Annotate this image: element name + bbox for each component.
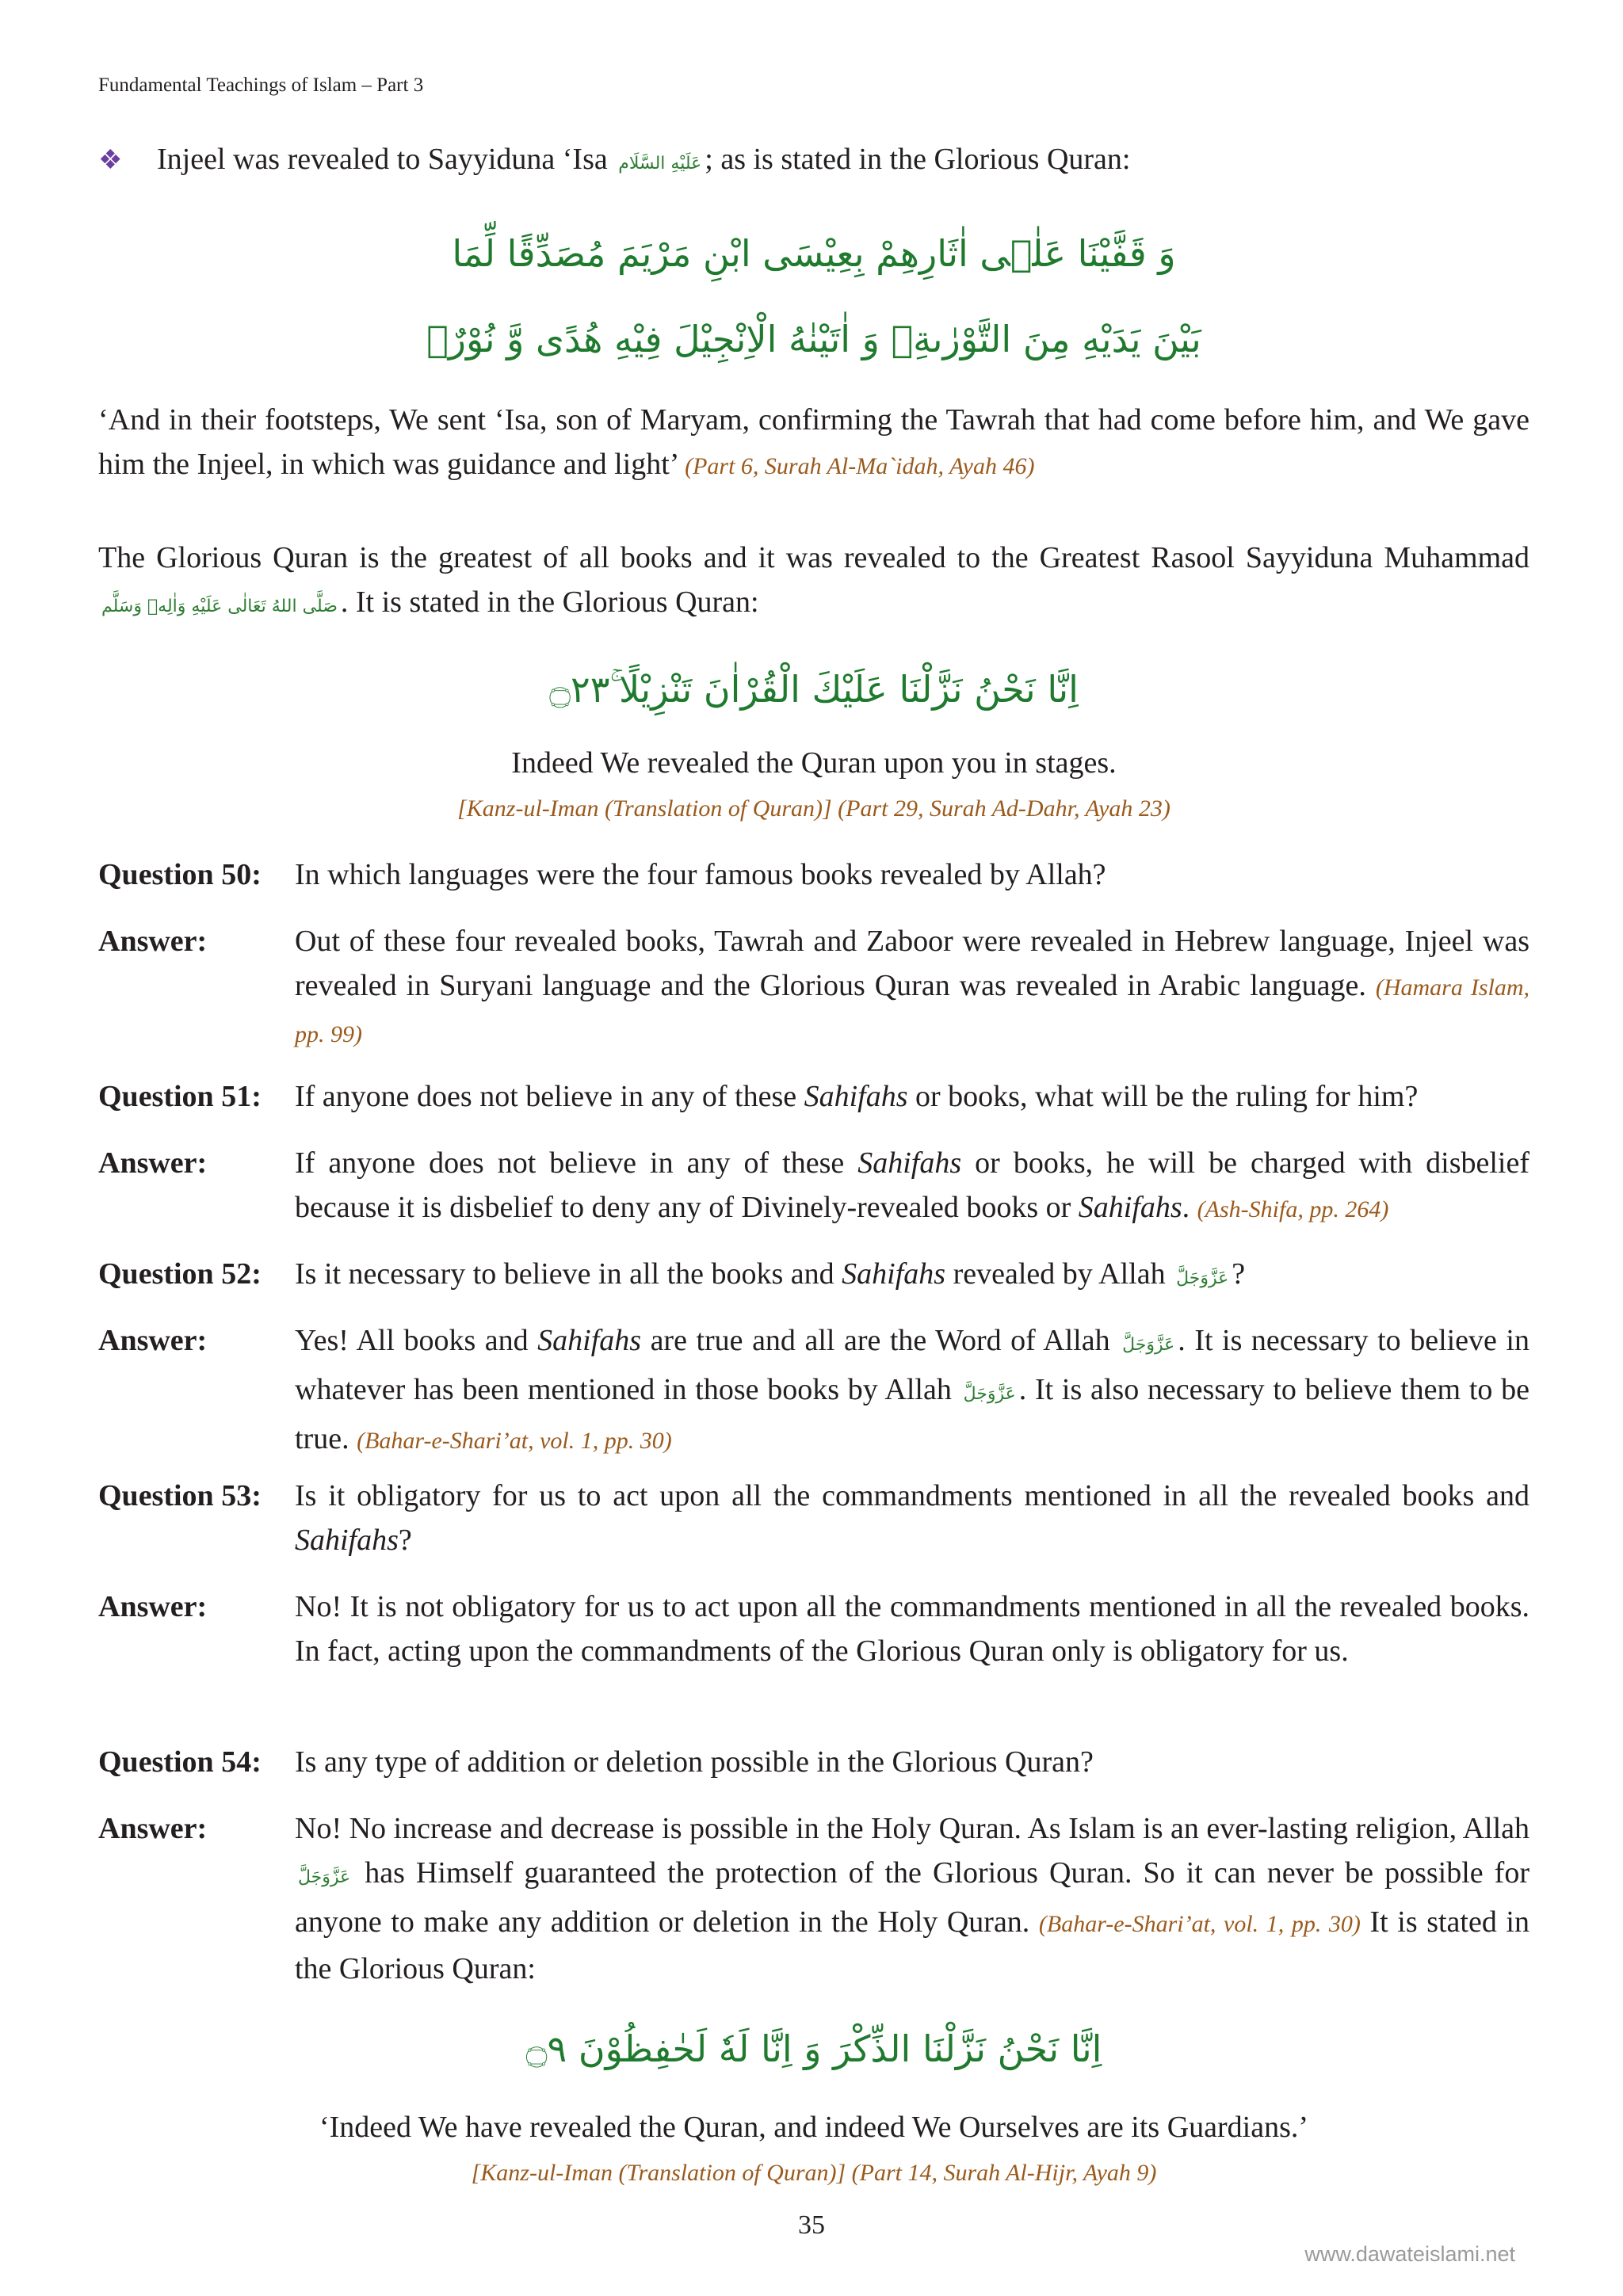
answer-text-part-2: has Himself guaranteed the protection of the Glorious Quran. So it can never be possible for anyone to make any addition or deletion in the Holy Quran. <box>295 1856 1529 1939</box>
question-text <box>295 1074 1529 1119</box>
bullet-text-end: ; as is stated in the Glorious Quran: <box>705 143 1131 176</box>
question-text-end: or books, what will be the ruling for him? <box>907 1080 1419 1113</box>
answer-label: Answer: <box>98 1812 208 1845</box>
answer-label: Answer: <box>98 1324 208 1357</box>
question-text: Is any type of addition or deletion possible in the Glorious Quran? <box>295 1745 1094 1779</box>
question-label: Question 54: <box>98 1745 262 1779</box>
question-52 <box>98 1252 1529 1301</box>
question-label: Question 51: <box>98 1080 262 1113</box>
translation-1-text: ‘And in their footsteps, We sent ‘Isa, son of Maryam, confirming the Tawrah that had come before him, and We gave him the Injeel, in which was guidance and light’ <box>98 403 1529 481</box>
question-text-start: If anyone does not believe in any of these <box>295 1080 804 1113</box>
answer-reference: (Bahar-e-Shari’at, vol. 1, pp. 30) <box>1038 1911 1361 1937</box>
answer-text-end: . <box>1182 1191 1190 1224</box>
page-number: 35 <box>798 2210 825 2240</box>
translation-3-text: ‘Indeed We have revealed the Quran, and indeed We Ourselves are its Guardians.’ <box>319 2111 1309 2144</box>
answer-italic-term: Sahifahs <box>857 1146 962 1180</box>
honorific-azza-wa-jal: عَزَّوَجَلَّ <box>298 1867 351 1887</box>
answer-italic-term: Sahifahs <box>537 1324 642 1357</box>
answer-text-part-4: . It is also necessary to believe them to be true. <box>295 1373 1529 1455</box>
answer-text-middle: or books, he will be charged with disbelief because it is disbelief to deny any of Divinely-revealed books or <box>295 1146 1529 1224</box>
answer-text-part-1: No! No increase and decrease is possible in the Holy Quran. As Islam is an ever-lasting religion, Allah <box>295 1812 1529 1845</box>
question-text-start: Is it necessary to believe in all the books and <box>295 1257 842 1291</box>
answer-51 <box>98 1141 1529 1232</box>
paragraph-greatest-book <box>98 536 1529 629</box>
paragraph-text-start: The Glorious Quran is the greatest of all books and it was revealed to the Greatest Rasool Sayyiduna Muhammad <box>98 541 1529 574</box>
question-label: Question 50: <box>98 858 262 891</box>
question-53 <box>98 1474 1529 1562</box>
running-header: Fundamental Teachings of Islam – Part 3 <box>98 74 424 96</box>
question-text-middle: revealed by Allah <box>945 1257 1174 1291</box>
question-text <box>295 1252 1529 1301</box>
answer-text <box>295 1141 1529 1232</box>
answer-50 <box>98 919 1529 1057</box>
answer-label: Answer: <box>98 1590 208 1623</box>
question-label: Question 52: <box>98 1257 262 1291</box>
question-italic-term: Sahifahs <box>295 1524 399 1557</box>
question-text: In which languages were the four famous books revealed by Allah? <box>295 858 1106 891</box>
question-text-end: ? <box>398 1524 412 1557</box>
quran-verse-3: اِنَّا نَحْنُ نَزَّلْنَا الذِّكْرَ وَ اِنَّا لَهٗ لَحٰفِظُوْنَ ۝۹ <box>525 2027 1102 2070</box>
answer-italic-term: Sahifahs <box>1078 1191 1182 1224</box>
question-text-start: Is it obligatory for us to act upon all the commandments mentioned in all the revealed books and <box>295 1479 1529 1512</box>
question-50 <box>98 852 1529 897</box>
question-italic-term: Sahifahs <box>842 1257 946 1291</box>
answer-text <box>295 919 1529 1057</box>
translation-1-reference: (Part 6, Surah Al-Ma`idah, Ayah 46) <box>685 453 1035 479</box>
question-text-end: ? <box>1232 1257 1246 1291</box>
answer-reference: (Hamara Islam, pp. 99) <box>295 974 1529 1047</box>
answer-text-end: It is stated in the Glorious Quran: <box>295 1905 1529 1985</box>
question-label: Question 53: <box>98 1479 262 1512</box>
answer-reference: (Ash-Shifa, pp. 264) <box>1197 1196 1389 1222</box>
translation-2-reference: [Kanz-ul-Iman (Translation of Quran)] (Part 29, Surah Ad-Dahr, Ayah 23) <box>457 795 1170 822</box>
website-watermark: www.dawateislami.net <box>1304 2242 1515 2266</box>
answer-text <box>295 1806 1529 1991</box>
bullet-paragraph <box>98 139 1525 184</box>
answer-body: Out of these four revealed books, Tawrah and Zaboor were revealed in Hebrew language, Injeel was revealed in Suryani language and the Glorious Quran was revealed in Arabic language. <box>295 925 1529 1002</box>
honorific-azza-wa-jal: عَزَّوَجَلَّ <box>1122 1335 1175 1355</box>
answer-label: Answer: <box>98 1146 208 1180</box>
quran-verse-2: اِنَّا نَحْنُ نَزَّلْنَا عَلَیْكَ الْقُرْاٰنَ تَنْزِیْلًا ۚ۝۲۳ <box>549 668 1079 711</box>
quran-verse-1-line-2: بَیْنَ یَدَیْهِ مِنَ التَّوْرٰىةِ۪ وَ اٰتَیْنٰهُ الْاِنْجِیْلَ فِیْهِ هُدًی وَّ نُوْرٌۙ <box>426 318 1201 360</box>
answer-54 <box>98 1806 1529 1991</box>
answer-reference: (Bahar-e-Shari’at, vol. 1, pp. 30) <box>357 1428 672 1454</box>
answer-text-part-1: Yes! All books and <box>295 1324 538 1357</box>
question-54 <box>98 1740 1529 1784</box>
answer-text-part-2: are true and all are the Word of Allah <box>641 1324 1120 1357</box>
answer-53 <box>98 1585 1529 1673</box>
answer-text: No! It is not obligatory for us to act upon all the commandments mentioned in all the revealed books. In fact, acting upon the commandments of the Glorious Quran only is obligatory for us. <box>295 1590 1529 1668</box>
bullet-text-start: Injeel was revealed to Sayyiduna ‘Isa <box>157 143 616 176</box>
diamond-cluster-icon: ❖ <box>98 146 123 175</box>
translation-1 <box>98 398 1529 489</box>
answer-text-start: If anyone does not believe in any of these <box>295 1146 858 1180</box>
honorific-azza-wa-jal: عَزَّوَجَلَّ <box>963 1384 1016 1404</box>
translation-3-reference: [Kanz-ul-Iman (Translation of Quran)] (Part 14, Surah Al-Hijr, Ayah 9) <box>471 2160 1157 2186</box>
paragraph-text-end: . It is stated in the Glorious Quran: <box>340 585 759 619</box>
question-51 <box>98 1074 1529 1119</box>
question-text <box>295 1474 1529 1562</box>
quran-verse-1-line-1: وَ قَفَّیْنَا عَلٰۤی اٰثَارِهِمْ بِعِیْسَی ابْنِ مَرْیَمَ مُصَدِّقًا لِّمَا <box>452 232 1176 275</box>
answer-text <box>295 1318 1529 1463</box>
translation-2-text: Indeed We revealed the Quran upon you in stages. <box>511 746 1117 780</box>
honorific-sallallahu: صَلَّى اللهُ تَعَالٰى عَلَيْهِ وَاٰلِهٖ وَسَلَّم <box>101 597 338 616</box>
answer-text-part-3: . It is necessary to believe in whatever has been mentioned in those books by Allah <box>295 1324 1529 1406</box>
honorific-azza-wa-jal: عَزَّوَجَلَّ <box>1176 1268 1229 1288</box>
honorific-alaihis-salam: عَلَيْهِ السَّلَام <box>618 154 702 174</box>
question-italic-term: Sahifahs <box>804 1080 908 1113</box>
answer-52 <box>98 1318 1529 1463</box>
answer-label: Answer: <box>98 925 208 958</box>
